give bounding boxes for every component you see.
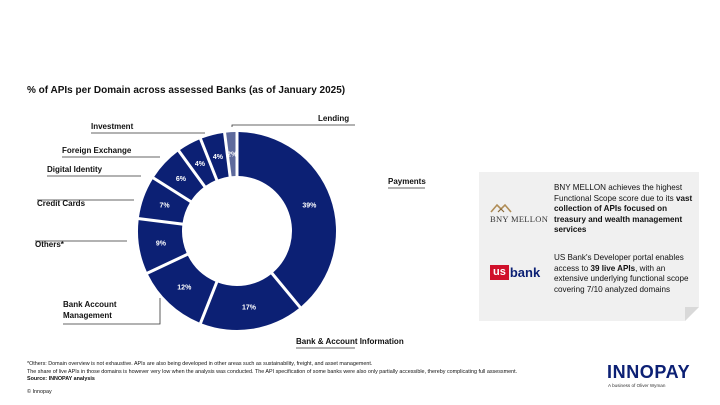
category-label-foreign-exchange bbox=[62, 146, 160, 157]
category-label-investment bbox=[91, 122, 205, 133]
svg-text:Foreign Exchange: Foreign Exchange bbox=[62, 146, 132, 155]
bny-mellon-description: BNY MELLON achieves the highest Functional Scope score due to its vast collection of APIs focused on treasury and wealth management services bbox=[554, 183, 693, 234]
innopay-tagline: A business of Oliver Wyman bbox=[608, 383, 666, 388]
value-label-digital-identity: 6% bbox=[175, 175, 186, 183]
svg-text:Investment: Investment bbox=[91, 122, 134, 131]
copyright: © Innopay bbox=[27, 389, 52, 395]
us-bank-logo-us: us bbox=[490, 265, 509, 280]
value-label-foreign-exchange: 4% bbox=[194, 161, 205, 168]
innopay-logo: INNOPAY bbox=[607, 362, 691, 382]
value-label-others: 9% bbox=[155, 240, 166, 248]
footnote-source: Source: INNOPAY analysis bbox=[27, 376, 95, 383]
chart-title: % of APIs per Domain across assessed Banks (as of January 2025) bbox=[27, 85, 346, 96]
callout-fold-corner bbox=[685, 307, 699, 321]
category-label-digital-identity bbox=[47, 165, 141, 176]
category-label-lending bbox=[232, 114, 355, 127]
footnote-others: *Others: Domain overview is not exhaustive. APIs are also being developed in other areas such as sustainability, freight, and asset management. bbox=[27, 361, 373, 367]
slice-payments bbox=[238, 132, 336, 306]
us-bank-description: US Bank's Developer portal enables access to 39 live APIs, with an extensive underlying functional scope covering 7/10 analyzed domains bbox=[554, 253, 689, 294]
footnotes bbox=[27, 361, 517, 384]
category-label-bank-account-information bbox=[296, 337, 404, 348]
bny-mellon-logo bbox=[490, 203, 549, 225]
category-label-bank-account-management bbox=[63, 298, 160, 324]
value-label-credit-cards: 7% bbox=[159, 202, 170, 210]
footnote-share: The share of live APIs in those domains is however very low when the analysis was conducted. The API specification of some banks were also only partially accessible, thereby complicating full assessment. bbox=[27, 368, 518, 375]
category-label-payments bbox=[388, 177, 426, 188]
bny-mellon-emblem-icon bbox=[490, 203, 512, 213]
us-bank-logo bbox=[490, 264, 540, 280]
value-label-bank-account-management: 12% bbox=[177, 284, 192, 292]
value-label-bank-account-information: 17% bbox=[241, 304, 257, 312]
leader-line-lending bbox=[232, 125, 355, 127]
value-label-lending: 2% bbox=[227, 151, 238, 159]
us-bank-logo-bank: bank bbox=[509, 264, 541, 280]
value-label-investment: 4% bbox=[212, 153, 223, 161]
bny-mellon-wordmark: BNY MELLON bbox=[490, 214, 549, 224]
svg-text:Bank & Account Information: Bank & Account Information bbox=[296, 337, 404, 346]
category-label-credit-cards bbox=[37, 199, 134, 208]
svg-text:Payments: Payments bbox=[388, 177, 426, 186]
svg-text:Digital Identity: Digital Identity bbox=[47, 165, 103, 174]
value-label-payments: 39% bbox=[302, 202, 317, 210]
svg-text:Bank AccountManagement: Bank Account Management bbox=[63, 300, 117, 320]
svg-text:Others*: Others* bbox=[35, 240, 64, 249]
svg-text:Credit Cards: Credit Cards bbox=[37, 199, 86, 208]
svg-text:Lending: Lending bbox=[318, 114, 350, 123]
category-label-others bbox=[35, 240, 127, 249]
